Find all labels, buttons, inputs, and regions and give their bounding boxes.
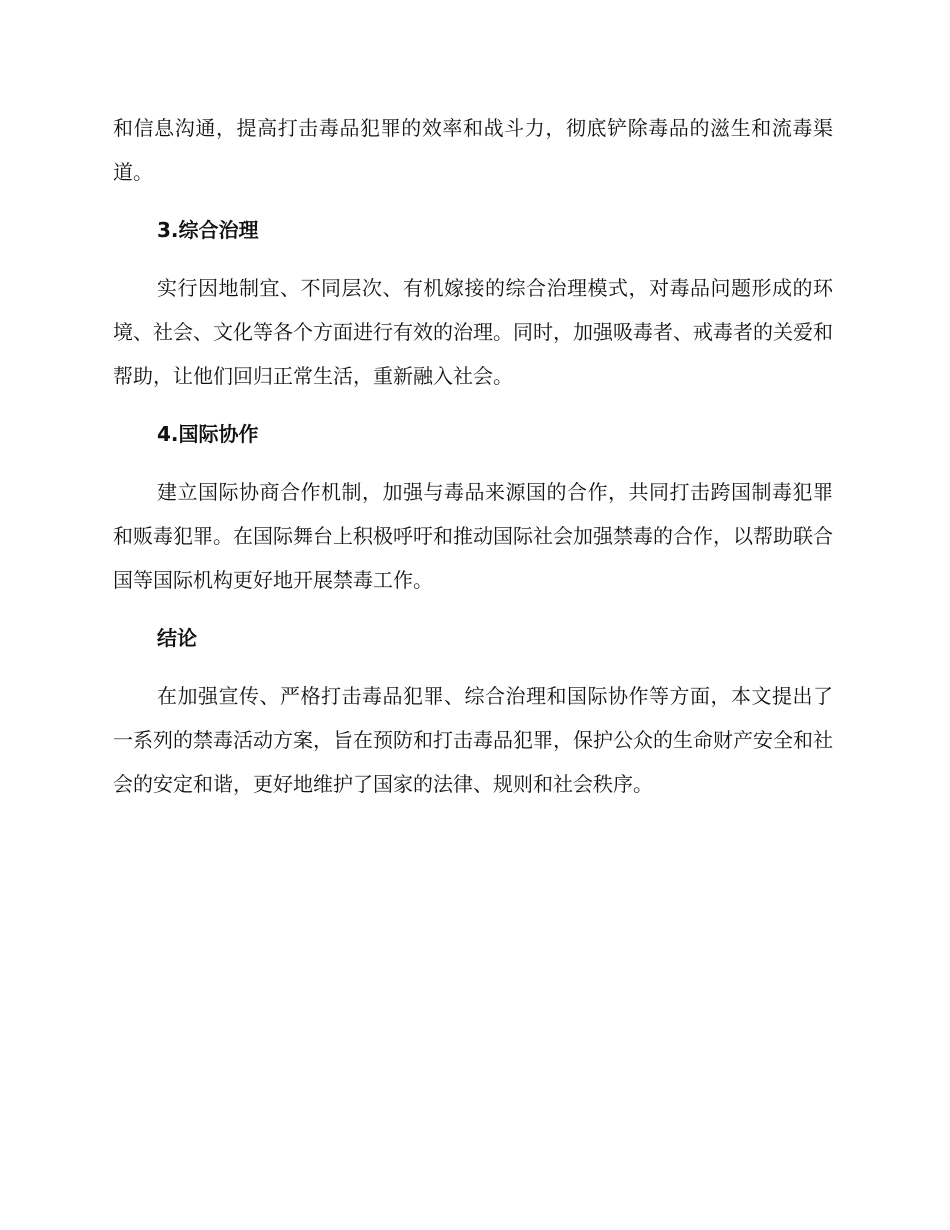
section-heading: 4.国际协作 [157, 422, 259, 446]
section-paragraph: 实行因地制宜、不同层次、有机嫁接的综合治理模式，对毒品问题形成的环境、社会、文化等各个方面进行有效的治理。同时，加强吸毒者、戒毒者的关爱和帮助，让他们回归正常生活，重新融入社会。 [113, 276, 833, 388]
document-body [113, 106, 833, 806]
section-paragraph: 建立国际协商合作机制，加强与毒品来源国的合作，共同打击跨国制毒犯罪和贩毒犯罪。在国际舞台上积极呼吁和推动国际社会加强禁毒的合作，以帮助联合国等国际机构更好地开展禁毒工作。 [113, 480, 833, 592]
section-conclusion [113, 616, 833, 806]
section-international-cooperation [113, 412, 833, 602]
intro-paragraph: 和信息沟通，提高打击毒品犯罪的效率和战斗力，彻底铲除毒品的滋生和流毒渠道。 [113, 116, 833, 184]
section-comprehensive-governance [113, 208, 833, 398]
section-paragraph: 在加强宣传、严格打击毒品犯罪、综合治理和国际协作等方面，本文提出了一系列的禁毒活动方案，旨在预防和打击毒品犯罪，保护公众的生命财产安全和社会的安定和谐，更好地维护了国家的法律、规则和社会秩序。 [113, 684, 833, 796]
section-heading: 结论 [157, 626, 197, 650]
section-heading: 3.综合治理 [157, 218, 259, 242]
